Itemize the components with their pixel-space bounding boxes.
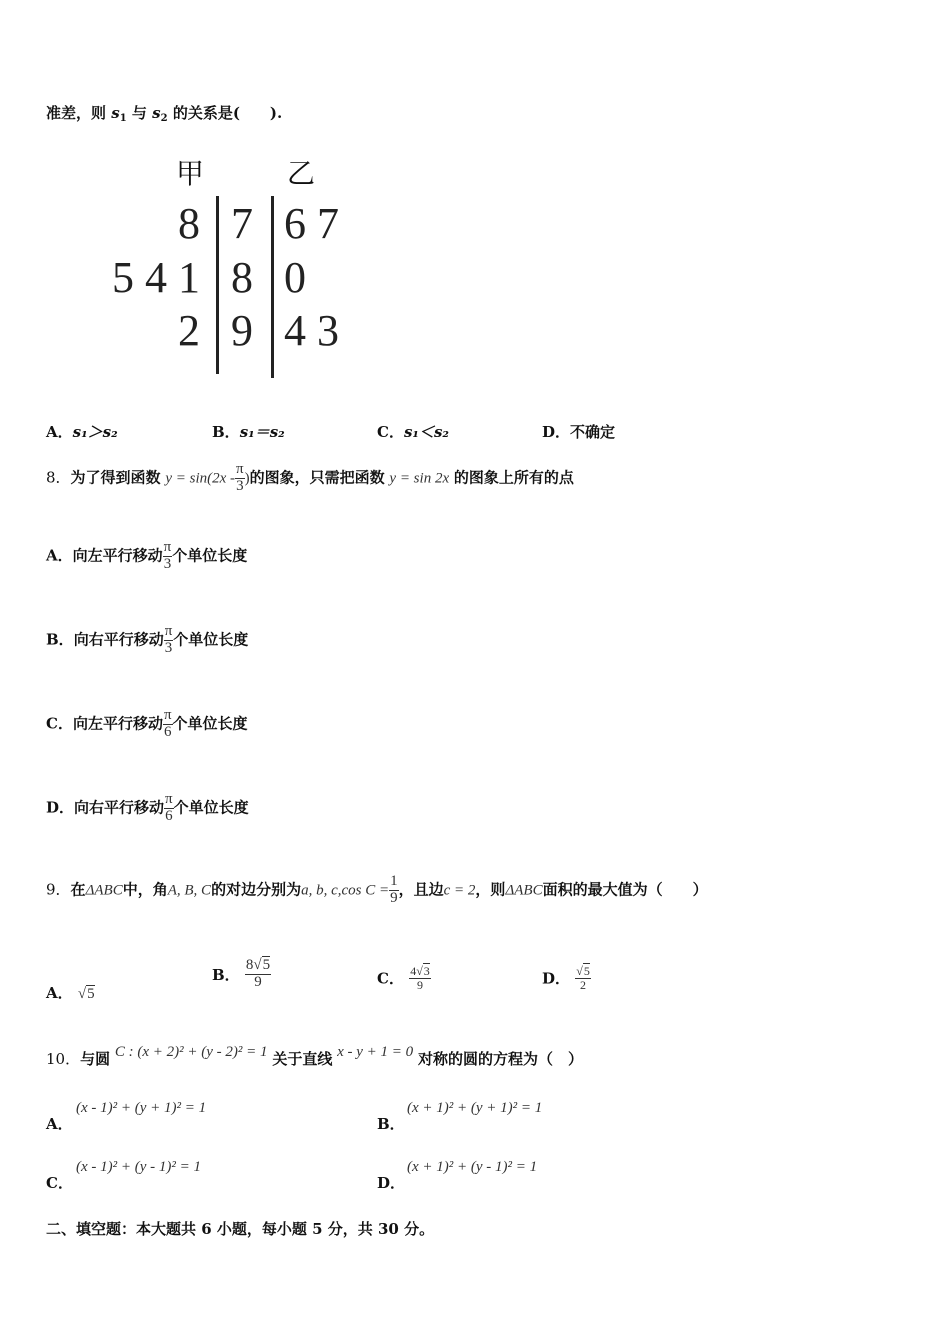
q8-func1-fraction: $\frac{\pi}{3}$ bbox=[236, 461, 244, 494]
q9-option-a[interactable]: A． √5 bbox=[46, 984, 95, 1002]
plot-right-leaves-row-1: 6 7 bbox=[284, 199, 339, 248]
q9-cos-fraction: $\frac{1}{9}$ bbox=[390, 873, 398, 906]
q8-option-c[interactable]: C．向左平行移动 $\frac{\pi}{6}$ 个单位长度 bbox=[46, 707, 248, 740]
q10-option-b-letter[interactable]: B． bbox=[377, 1115, 405, 1133]
plot-left-leaves-row-1: 8 bbox=[178, 199, 200, 248]
q7-option-a[interactable]: A．s₁＞s₂ bbox=[46, 423, 118, 441]
plot-left-leaves-row-3: 2 bbox=[178, 306, 200, 355]
plot-stem-row-3: 9 bbox=[231, 306, 253, 355]
q10-stem: 10．与圆 C : (x + 2)² + (y - 2)² = 1 关于直线 x - y + 1 = 0 对称的圆的方程为（ ） bbox=[46, 1044, 583, 1068]
q9-stem: 9．在ΔABC中，角A, B, C的对边分别为a, b, c,cos C = $\frac{1}{9}$ ，且边c = 2，则ΔABC面积的最大值为（ ） bbox=[46, 873, 708, 906]
plot-left-leaves-row-2: 5 4 1 bbox=[112, 253, 200, 302]
q10-option-c[interactable]: (x - 1)² + (y - 1)² = 1 bbox=[76, 1159, 202, 1175]
plot-stem-row-2: 8 bbox=[231, 253, 253, 302]
q8-option-a[interactable]: A．向左平行移动 $\frac{\pi}{3}$ 个单位长度 bbox=[46, 539, 248, 572]
q10-option-d-letter[interactable]: D． bbox=[377, 1174, 406, 1192]
q10-option-a-letter[interactable]: A． bbox=[46, 1115, 73, 1133]
q10-option-d[interactable]: (x + 1)² + (y - 1)² = 1 bbox=[407, 1159, 538, 1175]
q7-option-b[interactable]: B．s₁＝s₂ bbox=[212, 423, 285, 441]
plot-header-left: 甲 bbox=[176, 157, 205, 190]
q8-option-b[interactable]: B．向右平行移动 $\frac{\pi}{3}$ 个单位长度 bbox=[46, 623, 249, 656]
q7-stem: 准差，则 $s_1$ 与 $s_2$ 的关系是( ). bbox=[46, 104, 283, 124]
plot-stem-row-1: 7 bbox=[231, 199, 253, 248]
q7-option-c[interactable]: C．s₁＜s₂ bbox=[377, 423, 449, 441]
plot-right-divider bbox=[271, 196, 274, 378]
q7-option-d[interactable]: D．不确定 bbox=[542, 423, 616, 441]
q10-option-c-letter[interactable]: C． bbox=[46, 1174, 73, 1192]
plot-left-divider bbox=[216, 196, 219, 374]
q8-stem: 8．为了得到函数 y = sin(2x - $\frac{\pi}{3}$ )的图象，只需把函数 y = sin 2x 的图象上所有的点 bbox=[46, 461, 574, 494]
q8-option-d[interactable]: D．向右平行移动 $\frac{\pi}{6}$ 个单位长度 bbox=[46, 791, 249, 824]
q9-option-d[interactable]: D． $\frac{√5}{2}$ bbox=[542, 964, 590, 992]
section-2-title: 二、填空题：本大题共 6 小题，每小题 5 分，共 30 分。 bbox=[46, 1220, 435, 1238]
q10-option-a[interactable]: (x - 1)² + (y + 1)² = 1 bbox=[76, 1100, 207, 1116]
plot-right-leaves-row-2: 0 bbox=[284, 253, 306, 302]
plot-header-right: 乙 bbox=[287, 157, 316, 190]
q10-option-b[interactable]: (x + 1)² + (y + 1)² = 1 bbox=[407, 1100, 543, 1116]
q9-option-c[interactable]: C． $\frac{4√3}{9}$ bbox=[377, 964, 430, 992]
q9-option-b[interactable]: B． $\frac{8√5}{9}$ bbox=[212, 957, 271, 990]
plot-right-leaves-row-3: 4 3 bbox=[284, 306, 339, 355]
